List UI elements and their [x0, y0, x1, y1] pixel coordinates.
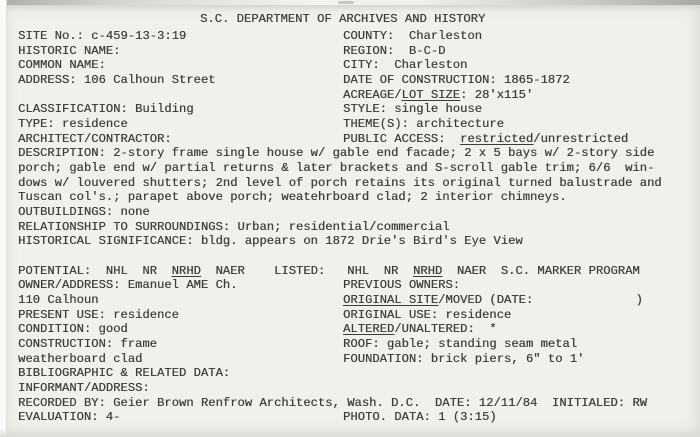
- text-segment: NAER S.C. MARKER PROGRAM: [442, 263, 640, 278]
- form-line: [343, 381, 643, 396]
- form-line: [18, 234, 662, 249]
- description-block: [18, 146, 662, 249]
- text-segment: ORIGINAL USE: residence: [343, 307, 512, 322]
- text-segment: PRESENT USE: residence: [18, 307, 179, 322]
- form-line: [343, 410, 497, 425]
- text-segment: INFORMANT/ADDRESS:: [18, 380, 150, 395]
- form-line: [18, 132, 215, 147]
- text-segment: ROOF: gable; standing seam metal: [343, 336, 578, 351]
- scan-top-shadow: [0, 5, 700, 11]
- text-segment: RELATIONSHIP TO SURROUNDINGS: Urban; residential/commercial: [18, 219, 450, 234]
- text-segment: COMMON NAME:: [18, 58, 106, 73]
- form-line: [343, 352, 643, 367]
- form-line: [343, 88, 628, 103]
- underlined-text: NRHD: [171, 263, 201, 278]
- text-segment: CONDITION: good: [18, 322, 128, 337]
- text-segment: TYPE: residence: [18, 116, 128, 131]
- evaluation-line: [18, 410, 120, 425]
- form-line: [18, 117, 215, 132]
- underlined-text: NRHD: [412, 263, 443, 278]
- text-segment: Tuscan col's.; parapet above porch; weatehrboard clad; 2 interior chimneys.: [18, 190, 567, 205]
- form-line: [18, 308, 237, 323]
- underlined-text: ALTERED: [343, 322, 395, 337]
- text-segment: CITY: Charleston: [343, 58, 468, 73]
- text-segment: 110 Calhoun: [18, 292, 99, 307]
- text-segment: OUTBUILDINGS: none: [18, 204, 150, 219]
- form-line: [18, 176, 662, 191]
- form-line: [18, 146, 662, 161]
- lower-right-column: [343, 278, 643, 395]
- scan-bottom-edge: [0, 429, 700, 437]
- text-segment: PUBLIC ACCESS:: [343, 131, 461, 146]
- form-line: [18, 337, 237, 352]
- form-line: [18, 366, 237, 381]
- form-line: [343, 44, 628, 59]
- text-segment: /unrestricted: [533, 131, 629, 146]
- form-line: [18, 264, 640, 279]
- text-segment: DATE OF CONSTRUCTION: 1865-1872: [343, 72, 570, 87]
- text-segment: CLASSIFICATION: Building: [18, 102, 194, 117]
- form-line: [343, 73, 628, 88]
- lower-left-column: [18, 278, 237, 395]
- form-line: [18, 190, 662, 205]
- form-title: S.C. DEPARTMENT OF ARCHIVES AND HISTORY: [200, 12, 486, 26]
- text-segment: THEME(S): architecture: [343, 116, 504, 131]
- form-line: [343, 58, 628, 73]
- text-segment: CONSTRUCTION: frame: [18, 336, 157, 351]
- text-segment: EVALUATION: 4-: [18, 410, 121, 425]
- form-line: [18, 205, 662, 220]
- form-line: [343, 366, 643, 381]
- text-segment: : 28'x115': [460, 87, 534, 102]
- underlined-text: ORIGINAL SITE: [343, 292, 439, 307]
- form-line: [18, 220, 662, 235]
- form-line: [343, 322, 643, 337]
- recorded-by-line: [18, 396, 647, 411]
- text-segment: PREVIOUS OWNERS:: [343, 278, 461, 293]
- text-segment: dows w/ louvered shutters; 2nd level of porch retains its original turned balustrade and: [18, 175, 662, 190]
- form-line: [343, 337, 643, 352]
- form-line: [18, 73, 215, 88]
- text-segment: HISTORIC NAME:: [18, 43, 121, 58]
- text-segment: /MOVED (DATE: ): [438, 292, 643, 307]
- potential-listed-line: [18, 264, 640, 279]
- text-segment: STYLE: single house: [343, 102, 482, 117]
- form-line: [18, 396, 647, 411]
- form-line: [343, 293, 643, 308]
- text-segment: porch; gable end w/ partial returns & later brackets and S-scroll gable trim; 6/6 win-: [18, 160, 655, 175]
- upper-right-column: [343, 29, 628, 146]
- underlined-text: LOT SIZE: [401, 87, 461, 102]
- text-segment: OWNER/ADDRESS: Emanuel AME Ch.: [18, 278, 238, 293]
- form-line: [343, 29, 628, 44]
- text-segment: ADDRESS: 106 Calhoun Street: [18, 72, 216, 87]
- text-segment: FOUNDATION: brick piers, 6" to 1': [343, 351, 585, 366]
- form-line: [18, 293, 237, 308]
- text-segment: POTENTIAL: NHL NR: [18, 263, 172, 278]
- scan-left-edge: [0, 0, 7, 437]
- text-segment: DESCRIPTION: 2-story frame single house w/ gable end facade; 2 x 5 bays w/ 2-story side: [18, 146, 655, 161]
- upper-left-column: [18, 29, 215, 146]
- form-line: [18, 278, 237, 293]
- text-segment: REGION: B-C-D: [343, 43, 446, 58]
- form-line: [18, 88, 215, 103]
- form-line: [18, 381, 237, 396]
- form-line: [18, 102, 215, 117]
- text-segment: RECORDED BY: Geier Brown Renfrow Architects, Wash. D.C. DATE: 12/11/84 INITIALED: RW: [18, 395, 647, 410]
- text-segment: ACREAGE/: [343, 87, 402, 102]
- text-segment: weatherboard clad: [18, 351, 143, 366]
- form-line: [18, 410, 120, 425]
- form-line: [18, 29, 215, 44]
- form-line: [343, 102, 628, 117]
- form-line: [18, 58, 215, 73]
- form-line: [343, 278, 643, 293]
- form-line: [18, 161, 662, 176]
- form-line: [18, 352, 237, 367]
- text-segment: ARCHITECT/CONTRACTOR:: [18, 131, 172, 146]
- text-segment: NAER LISTED: NHL NR: [200, 263, 413, 278]
- form-line: [18, 44, 215, 59]
- form-line: [18, 322, 237, 337]
- text-segment: PHOTO. DATA: 1 (3:15): [343, 410, 497, 425]
- text-segment: COUNTY: Charleston: [343, 29, 482, 43]
- text-segment: SITE No.: c-459-13-3:19: [18, 29, 187, 43]
- underlined-text: restricted: [460, 131, 534, 146]
- text-segment: HISTORICAL SIGNIFICANCE: bldg. appears on 1872 Drie's Bird's Eye View: [18, 234, 523, 249]
- form-line: [343, 132, 628, 147]
- scan-artifact-speck: [338, 1, 354, 4]
- form-line: [343, 308, 643, 323]
- form-line: [343, 117, 628, 132]
- text-segment: BIBLIOGRAPHIC & RELATED DATA:: [18, 366, 231, 381]
- photo-data-line: [343, 410, 497, 425]
- text-segment: /UNALTERED: *: [394, 322, 497, 337]
